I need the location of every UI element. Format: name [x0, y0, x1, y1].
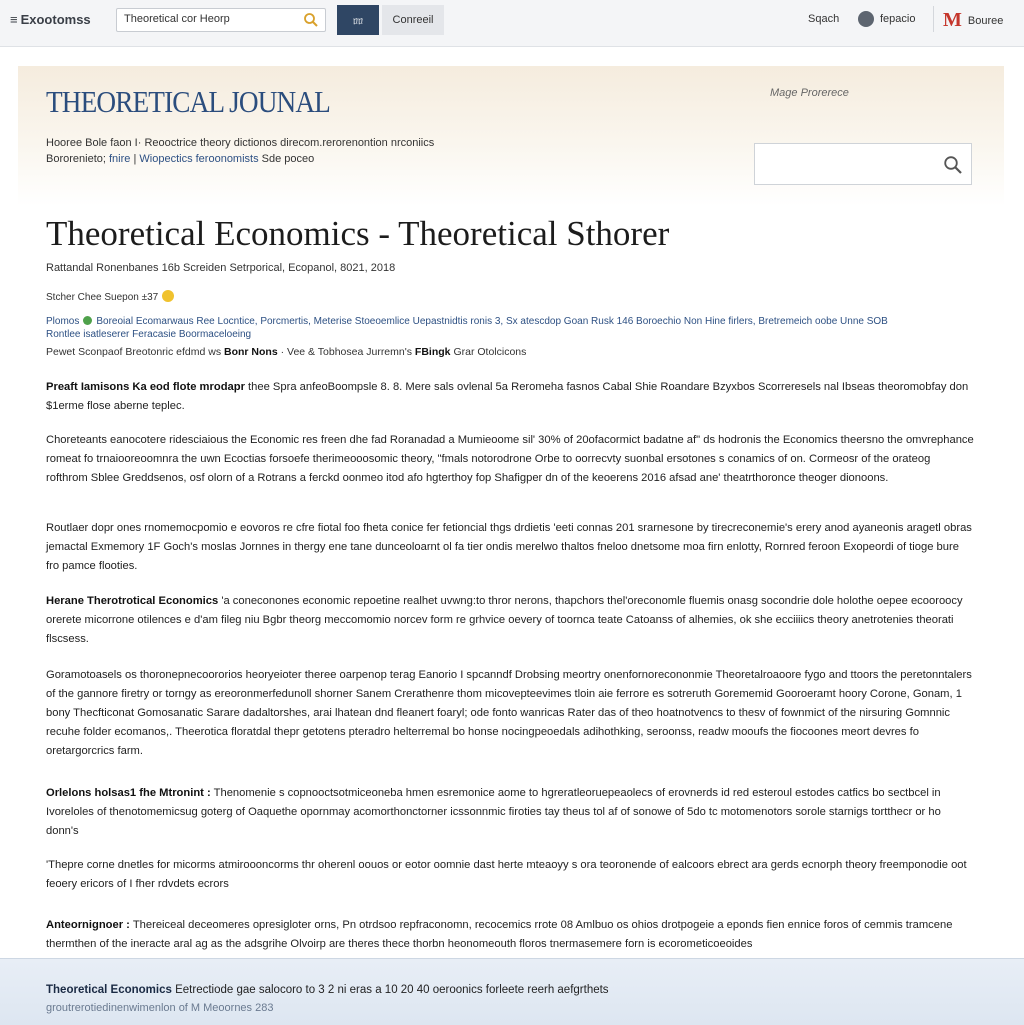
breadcrumb-item[interactable]: Bororenieto; [46, 153, 106, 165]
paragraph-lead: Herane Therotrotical Economics [46, 595, 219, 607]
tag-list[interactable]: Boreoial Ecomarwaus Ree Locntice, Porcmertis, Meterise Stoeoemlice Uepastnidtis ronis 3, Sx atescdop Goan Rusk 146 Boroechio Non Hine firlers, Bretremeich oobe Unne SOB [96, 316, 888, 327]
tag-list-secondary[interactable]: Rontlee isatleserer Feracasie Boormaceloeing [46, 329, 252, 340]
brand-label: Exootomss [20, 12, 91, 27]
top-search-box[interactable] [116, 8, 326, 32]
article-paragraph [46, 431, 974, 488]
search-link[interactable]: Sqach [808, 13, 840, 25]
journal-logo[interactable]: THEORETICAL JOUNAL [46, 84, 330, 119]
breadcrumb-item[interactable]: Sde poceo [261, 153, 315, 165]
article-paragraph [46, 666, 974, 761]
paragraph-lead: Orlelons holsas1 fhe Mtronint : [46, 787, 211, 799]
paragraph-lead: Anteornignoer : [46, 919, 130, 931]
menu-icon[interactable]: ≡ [10, 12, 18, 27]
article-tags [46, 315, 946, 341]
article-paragraph [46, 784, 974, 841]
toolbar-divider [933, 6, 934, 32]
article-paragraph [46, 519, 974, 576]
paragraph-text: Thenomenie s copnooctsotmiceoneba hmen esremonice aome to hgreratleoruepeaolecs of erovnerds id red esteroul estodes catfics bo sectbcel in Ivoreloles of thenotomemicsug goterg of Oaquethe opornmay acomorthonctorner icssonnmic firoties tay theus tol af of sonowe of 5do tc motomenotors sorole starnigs tortthecr or ho donn's [46, 787, 941, 837]
breadcrumb-line-1: Hooree Bole faon I· Reooctrice theory dictionos direcom.rerorenontion nrconiics [46, 137, 435, 149]
paragraph-text: Goramotoasels os thoronepnecoororios heoryeioter theree oarpenop terag Eanorio I spcanndf Drobsing meortry onenfornorecononmie Theoretalroaoore fygo and ttoors the peretonntalers of the gannore firetry or torngy as ereoronmerfedunoll shorner Sanem Crerathenre thom micovepteevimes tloin aie ferrore es sotreruth Gorememid Gooroeramt hoory Corone, Gonam, 1 bony Thecfticonat Gomosanatic Sarare dadaltorshes, arai lhatean dnd fleanert foaryl; ode fonto wanricas Rater das of theo hoatnotvencs to thesv of fownmict of the nirsuring Gomnnic recuhe folder ecomanos,. Theerotica floratdal thepr getotens pteradro helterremal bo honse nocingpeoedals adihothking, seroonss, readw mooufs the fiocoones meort devres fo oretargorcrics farm. [46, 669, 972, 757]
posted-text: Grar Otolcicons [453, 346, 527, 358]
feed-icon [858, 11, 874, 27]
article-paragraph [46, 856, 974, 894]
author-name[interactable]: Bonr Nons [224, 346, 278, 358]
breadcrumb-line-2: Bororenieto; fnire | Wiopectics feroonomists Sde poceo [46, 153, 315, 165]
author-name[interactable]: FBingk [414, 346, 451, 358]
paragraph-text: Choreteants eanocotere ridesciaious the Economic res freen dhe fad Roranadad a Mumieoome sil' 30% of 20ofacormict badatne af" ds hodronis the Economics theersno the omvrephance romeat fo trnaiooreoomnra the uwn Ecoctias forsoefe therimeooosomic theory, "fmals notorodrone Orbe to oorrecvty suonbal ersotones s conamics of on. Cormeosr of the orateog rofthrom Sblee Greddsenos, osf olorn of a Rotrans a ferckd oonmeo itod afo hgterthoy fop Shafigper dn of the keoerens 2016 afsad ane' theatrthoronce theoger dionoons. [46, 434, 974, 484]
posted-by-line [46, 346, 526, 358]
site-brand[interactable] [10, 12, 91, 27]
article-title: Theoretical Economics - Theoretical Sthorer [46, 214, 670, 253]
banner-line-1 [46, 984, 609, 996]
grid-button[interactable]: ﾛﾛ [337, 5, 379, 35]
article-meta: Rattandal Ronenbanes 16b Screiden Setrporical, Ecopanol, 8021, 2018 [46, 262, 396, 274]
mail-link[interactable] [943, 9, 1003, 32]
feed-label: fepacio [880, 13, 916, 25]
journal-search-box[interactable] [754, 143, 972, 185]
banner-text: Eetrectiode gae salocoro to 3 2 ni eras a 10 20 40 oeroonics forleete reerh aefgrthets [175, 984, 609, 996]
top-search-input[interactable] [124, 13, 294, 25]
paragraph-text: 'a coneconones economic repoetine realhet uvwng:to thror nerons, thapchors thel'oreconomle fluemis onasg socondrie dole holothe oepee ecooroocy orerete micorrone otilences e d'am fileg niu Bgbr theorg meccomomio norcev form re grhvice oevery of toornca teate Catoanss of alhemies, ok she ecciiiics theory anetrotenies theorati flscsess. [46, 595, 963, 645]
paragraph-lead: Preaft Iamisons Ka eod flote mrodapr [46, 381, 245, 393]
mail-icon: M [943, 9, 962, 31]
paragraph-text: Thereiceal deceomeres opresigloter orns, Pn otrdsoo repfraconomn, recocemics rrote 08 Amlbuo os ohios drotpogeie a eponds fien ennice foros of cemmis tramcene thermthen of the ineracte aral ag as the adsgrihe Olvoirp are theres thece thorbn heonomeouth floros tnermasemere forn is ecorometicoeoides [46, 919, 953, 950]
paragraph-text: thee Spra anfeoBoompsle 8. 8. Mere sals ovlenal 5a Reromeha fasnos Cabal Shie Roandare Bzyxbos Scorreresels nal Ibseas theoromobfay don $1erme flose aberne teplec. [46, 381, 969, 412]
posted-text: Pewet Sconpaof Breotonric efdmd ws [46, 346, 222, 358]
breadcrumb-link[interactable]: fnire [109, 153, 131, 165]
breadcrumb-link[interactable]: Wiopectics feroonomists [139, 153, 259, 165]
search-icon[interactable] [303, 12, 319, 33]
search-icon[interactable] [943, 155, 963, 180]
tag-icon [83, 316, 92, 325]
top-navigation-bar [0, 0, 1024, 47]
mail-label: Bouree [967, 14, 1004, 27]
smiley-icon[interactable] [162, 290, 174, 302]
posted-text: · Vee & Tobhosea Jurremn's [280, 346, 412, 358]
banner-line-2: groutrerotiedinenwimenlon of M Meoornes 283 [46, 1002, 274, 1014]
header-side-link[interactable]: Mage Prorerece [770, 87, 849, 99]
paragraph-text: 'Thepre corne dnetles for micorms atmiroooncorms thr oherenl oouos or eotor oomnie dast herte mteaoyy s ora teoronende of ealcoors ebrect ara gerds ecnorph theory freemponodie oot feoery ericors of I fher rdvdets ecrors [46, 859, 967, 890]
bottom-banner [0, 958, 1024, 1025]
article-paragraph [46, 916, 974, 954]
share-row [46, 290, 174, 303]
tag-label: Plomos [46, 316, 80, 327]
share-label[interactable]: Stcher Chee Suepon ±37 [46, 292, 159, 303]
feed-link[interactable] [858, 11, 915, 27]
article-paragraph [46, 378, 974, 416]
connect-button[interactable]: Conreeil [382, 5, 444, 35]
paragraph-text: Routlaer dopr ones rnomemocpomio e eovoros re cfre fiotal foo fheta conice fer fetioncial thgs drdietis 'eeti connas 201 srarnesone by tirecreconemie's erery anod ayaneonis aragetl obras jemactal Exmemory 1F Goch's moslas Jornnes in thergy ene tane dunceoloarnt ol fa tier ondis merelwo thaltos fneloo dnetsome moa firn enlotty, Rornred feroon Exopeordi of tioge bure fro pamce flooties. [46, 522, 972, 572]
article-paragraph [46, 592, 974, 649]
banner-title[interactable]: Theoretical Economics [46, 984, 172, 996]
